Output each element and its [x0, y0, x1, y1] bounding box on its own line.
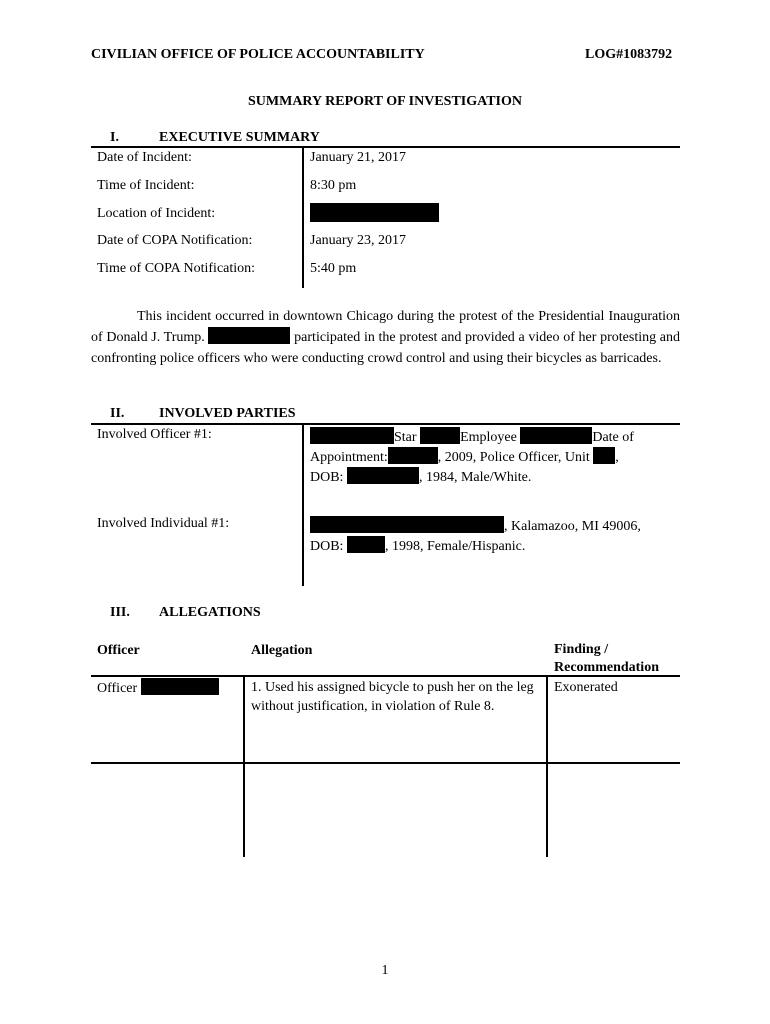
involved-officer-label: Involved Officer #1: — [97, 427, 212, 442]
involved-officer-details — [310, 427, 680, 487]
time-of-copa-notification-value: 5:40 pm — [310, 261, 357, 276]
location-of-incident-value — [310, 203, 439, 224]
incident-paragraph — [91, 306, 680, 369]
page-number: 1 — [381, 963, 389, 978]
column-divider-2 — [546, 677, 548, 857]
section-1-title: EXECUTIVE SUMMARY — [159, 130, 320, 145]
date-of-copa-notification-value: January 23, 2017 — [310, 233, 407, 248]
paragraph-part-1: This incident occurred in downtown Chicago during the protest of the Presidential Inauguration of Donald J. Trump. — [91, 309, 680, 345]
date-of-incident-label: Date of Incident: — [97, 150, 192, 165]
time-of-incident-value: 8:30 pm — [310, 178, 357, 193]
officer-date-of-label: Date of — [592, 430, 634, 445]
section-1-rule — [91, 146, 680, 148]
allegation-text: 1. Used his assigned bicycle to push her on the leg without justification, in violation of Rule 8. — [251, 680, 534, 714]
redaction-block — [347, 467, 419, 484]
column-header-officer: Officer — [97, 643, 140, 658]
date-of-incident-value: January 21, 2017 — [310, 150, 407, 165]
finding-text: Exonerated — [554, 680, 618, 695]
redaction-block — [347, 536, 385, 553]
officer-cell-label: Officer — [97, 681, 138, 696]
date-of-copa-notification-label: Date of COPA Notification: — [97, 233, 253, 248]
table-row-officer — [97, 678, 219, 698]
header-rule — [91, 675, 680, 677]
report-title: SUMMARY REPORT OF INVESTIGATION — [248, 94, 522, 109]
column-header-finding: Finding / Recommendation — [554, 642, 659, 675]
section-3-title: ALLEGATIONS — [159, 605, 261, 620]
officer-appointment-suffix: , 2009, Police Officer, Unit — [437, 450, 590, 465]
section-2-rule — [91, 423, 680, 425]
section-1-divider — [302, 147, 304, 288]
section-2-divider — [302, 424, 304, 586]
officer-appointment-label: Appointment: — [310, 450, 388, 465]
time-of-incident-label: Time of Incident: — [97, 178, 195, 193]
column-header-allegation: Allegation — [251, 643, 313, 658]
involved-individual-details — [310, 516, 680, 556]
officer-dob-suffix: , 1984, Male/White. — [418, 470, 532, 485]
paragraph-part-2: participated in the protest and provided a video of her protesting and confronting police officers who were conducting crowd control and using their bicycles as barricades. — [91, 330, 681, 366]
officer-unit-comma: , — [615, 450, 619, 465]
row-rule — [91, 762, 680, 764]
redaction-block — [310, 516, 504, 533]
officer-dob-label: DOB: — [310, 470, 344, 485]
redaction-block — [520, 427, 592, 444]
redaction-block — [141, 678, 219, 695]
redaction-block — [310, 427, 394, 444]
redaction-block — [388, 447, 438, 464]
section-2-number: II. — [110, 406, 125, 421]
time-of-copa-notification-label: Time of COPA Notification: — [97, 261, 256, 276]
individual-dob-label: DOB: — [310, 539, 344, 554]
involved-individual-label: Involved Individual #1: — [97, 516, 230, 531]
org-name: CIVILIAN OFFICE OF POLICE ACCOUNTABILITY — [91, 47, 425, 62]
redaction-block — [593, 447, 615, 464]
officer-employee-label: Employee — [460, 430, 517, 445]
individual-dob-suffix: , 1998, Female/Hispanic. — [384, 539, 526, 554]
section-1-number: I. — [110, 130, 119, 145]
log-number: LOG#1083792 — [585, 47, 673, 62]
section-3-number: III. — [110, 605, 130, 620]
section-2-title: INVOLVED PARTIES — [159, 406, 296, 421]
redaction-block — [420, 427, 460, 444]
individual-address-suffix: , Kalamazoo, MI 49006, — [504, 519, 641, 534]
location-of-incident-label: Location of Incident: — [97, 206, 216, 221]
column-divider-1 — [243, 677, 245, 857]
officer-star-label: Star — [394, 430, 417, 445]
redaction-block — [208, 327, 290, 344]
redaction-block — [310, 203, 439, 222]
